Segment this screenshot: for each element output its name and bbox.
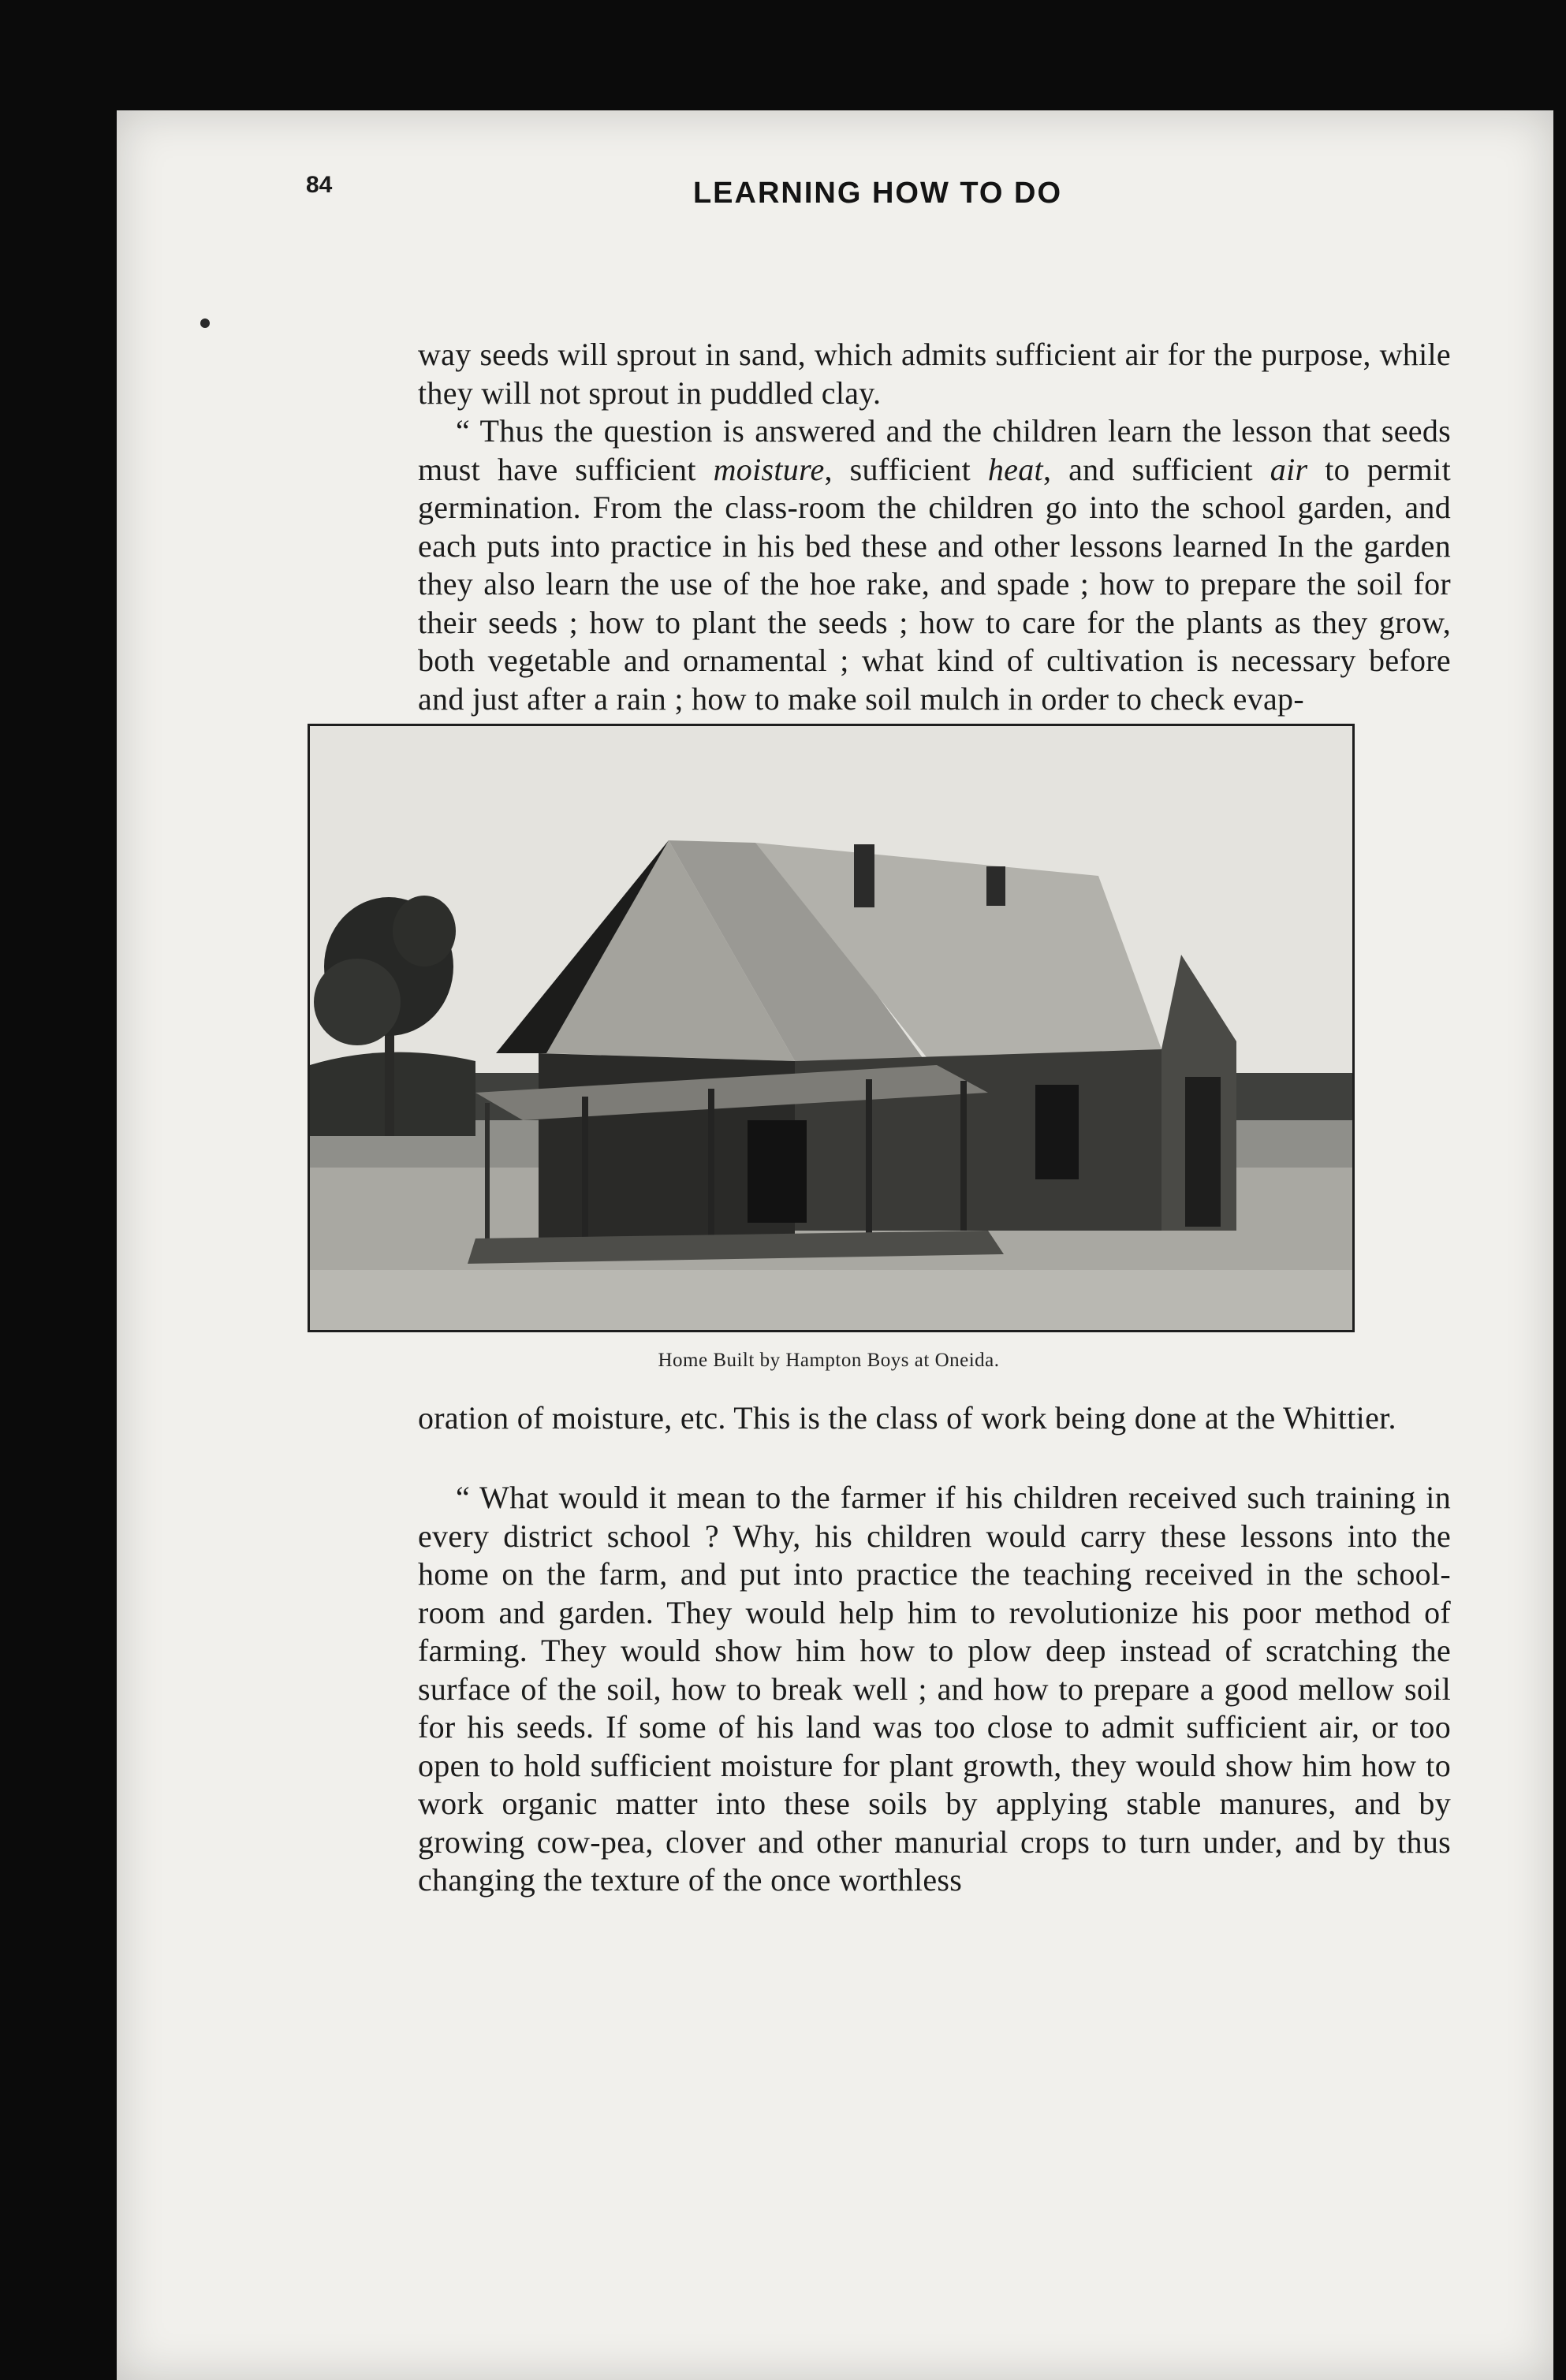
house-photograph: [308, 724, 1355, 1332]
figure-caption: Home Built by Hampton Boys at Oneida.: [658, 1350, 1000, 1371]
page-number: 84: [306, 172, 333, 198]
emphasis-heat: heat: [987, 451, 1043, 487]
house-photo-illustration: [310, 726, 1352, 1330]
paragraph-2-text-c: , and sufficient: [1042, 451, 1270, 487]
paragraph-2: [418, 412, 1451, 718]
paragraph-1: way seeds will sprout in sand, which admits sufficient air for the purpose, while they will not sprout in puddled clay.: [418, 337, 1451, 411]
running-head: LEARNING HOW TO DO: [692, 177, 1063, 210]
paragraph-2-text-b: , sufficient: [824, 451, 988, 487]
paragraph-2-text-a: “ Thus the question is answered and the children learn the lesson that seeds must have sufficient: [418, 413, 1451, 487]
paragraph-3: oration of moisture, etc. This is the class of work being done at the Whittier.: [418, 1400, 1396, 1436]
emphasis-air: air: [1270, 451, 1308, 487]
margin-mark: [200, 318, 210, 328]
emphasis-moisture: moisture: [713, 451, 825, 487]
paragraph-2-text-d: to permit germination. From the class-room the children go into the school garden, and each puts into practice in his bed these and other lessons learned In the garden they also learn the use of the hoe rake, and spade ; how to prepare the soil for their seeds ; how to plant the seeds ; how to care for the plants as they grow, both vegetable and ornamental ; what kind of cultivation is necessary before and just after a rain ; how to make soil mulch in order to check evap-: [418, 451, 1452, 717]
page-header: [306, 172, 1449, 227]
paragraph-4: “ What would it mean to the farmer if his children received such training in every district school ? Why, his children would carry these lessons into the home on the farm, and put into practice the teaching received in the school-room and garden. They would help him to revolutionize his poor method of farming. They would show him how to plow deep instead of scratching the surface of the soil, how to break well ; and how to prepare a good mellow soil for his seeds. If some of his land was too close to admit sufficient air, or too open to hold sufficient moisture for plant growth, they would show him how to work organic matter into these soils by applying stable manures, and by growing cow-pea, clover and other manurial crops to turn under, and by thus changing the texture of the once worthless: [418, 1480, 1451, 1898]
